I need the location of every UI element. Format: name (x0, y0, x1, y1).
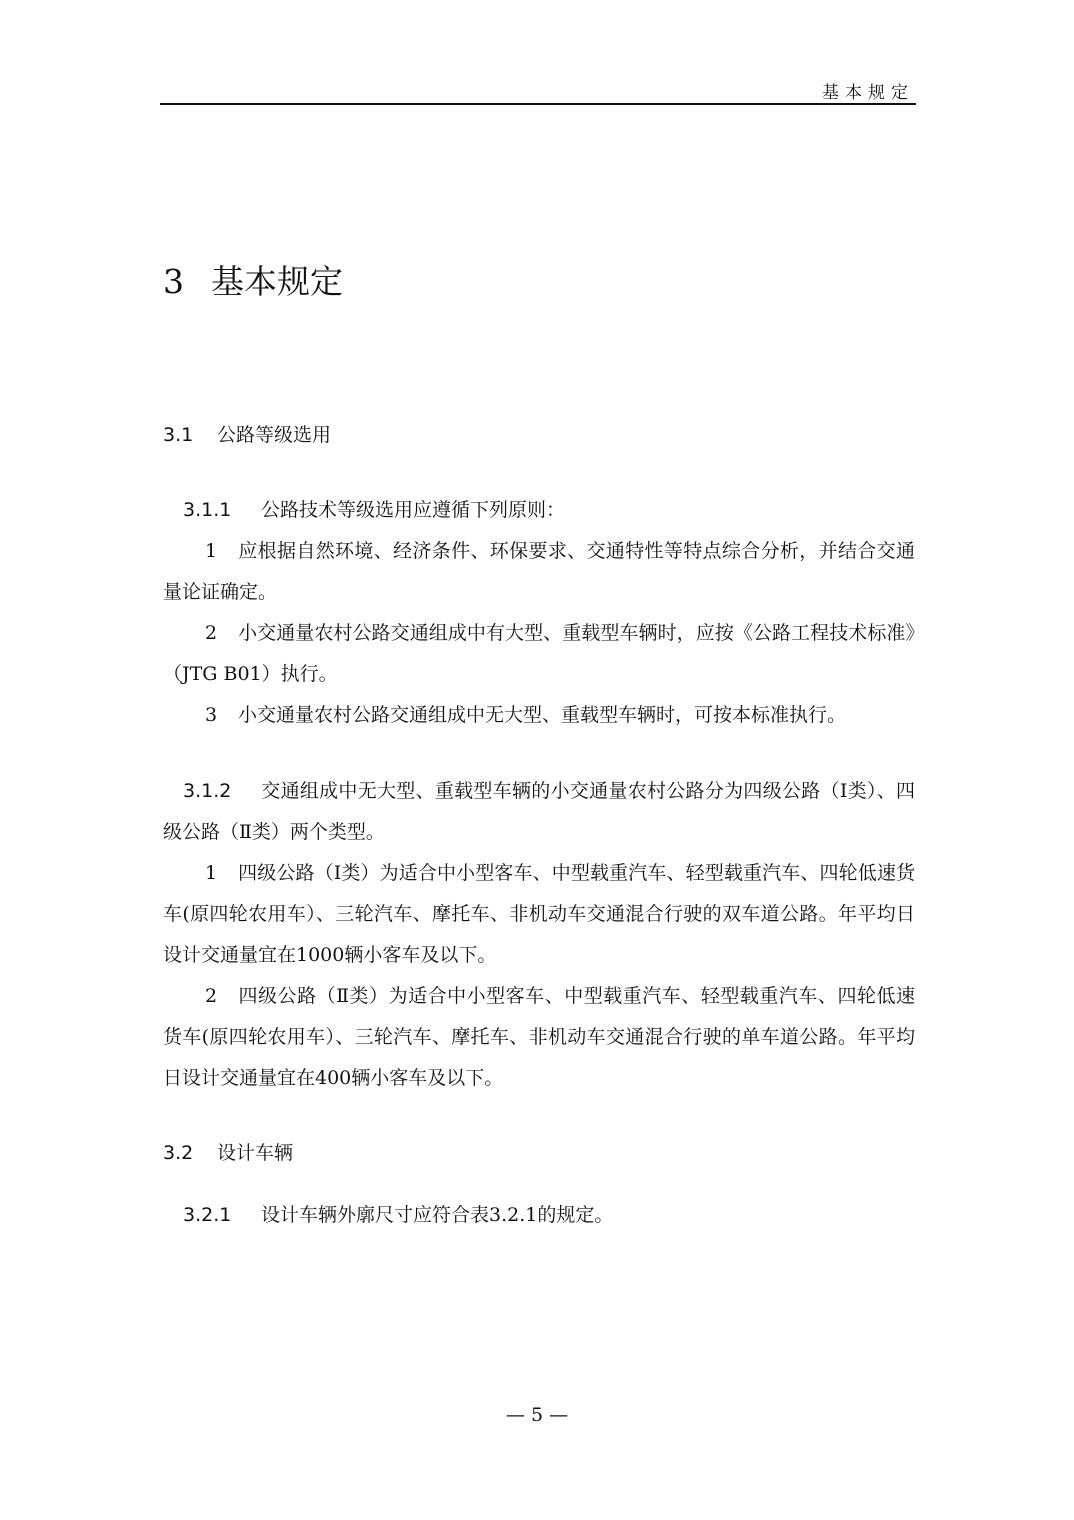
clause-3-1-2 (163, 771, 915, 1099)
running-header: 基本规定 (822, 83, 914, 103)
item-number: 2 (205, 622, 218, 644)
clause-number: 3.1.1 (183, 499, 232, 521)
section-heading-3-2 (163, 1138, 293, 1165)
chapter-number: 3 (163, 262, 184, 301)
list-item (163, 531, 915, 613)
clause-text: 设计车辆外廓尺寸应符合表3.2.1的规定。 (261, 1204, 614, 1226)
item-text: 小交通量农村公路交通组成中有大型、重载型车辆时，应按《公路工程技术标准》（JTG B01）执行。 (163, 622, 915, 685)
list-item (163, 853, 915, 976)
list-item (163, 976, 915, 1099)
section-title: 公路等级选用 (217, 424, 332, 446)
clause-number: 3.2.1 (183, 1204, 232, 1226)
item-number: 1 (205, 540, 218, 562)
item-text: 四级公路（Ⅱ类）为适合中小型客车、中型载重汽车、轻型载重汽车、四轮低速货车(原四轮农用车）、三轮汽车、摩托车、非机动车交通混合行驶的单车道公路。年平均日设计交通量宜在400辆小客车及以下。 (163, 985, 915, 1089)
item-number: 1 (205, 862, 218, 884)
header-rule (160, 103, 916, 105)
section-title: 设计车辆 (217, 1142, 294, 1164)
item-number: 2 (205, 985, 218, 1007)
item-number: 3 (205, 704, 218, 726)
clause-3-2-1 (163, 1195, 915, 1236)
section-number: 3.1 (163, 424, 194, 446)
clause-3-1-1 (163, 490, 915, 736)
clause-text: 公路技术等级选用应遵循下列原则： (261, 499, 566, 521)
list-item (163, 695, 915, 736)
section-number: 3.2 (163, 1142, 194, 1164)
chapter-title (163, 256, 343, 303)
clause-number: 3.1.2 (183, 780, 232, 802)
list-item (163, 613, 915, 695)
section-heading-3-1 (163, 420, 331, 447)
item-text: 应根据自然环境、经济条件、环保要求、交通特性等特点综合分析，并结合交通量论证确定。 (163, 540, 915, 603)
clause-line (163, 1195, 915, 1236)
item-text: 小交通量农村公路交通组成中无大型、重载型车辆时，可按本标准执行。 (238, 704, 847, 726)
clause-line (163, 490, 915, 531)
clause-text: 交通组成中无大型、重载型车辆的小交通量农村公路分为四级公路（Ⅰ类）、四级公路（Ⅱ类）两个类型。 (163, 780, 915, 843)
item-text: 四级公路（Ⅰ类）为适合中小型客车、中型载重汽车、轻型载重汽车、四轮低速货车(原四轮农用车）、三轮汽车、摩托车、非机动车交通混合行驶的双车道公路。年平均日设计交通量宜在1000辆小客车及以下。 (163, 862, 915, 966)
clause-line (163, 771, 915, 853)
page-number: — 5 — (505, 1404, 569, 1426)
chapter-title-text: 基本规定 (211, 262, 343, 301)
